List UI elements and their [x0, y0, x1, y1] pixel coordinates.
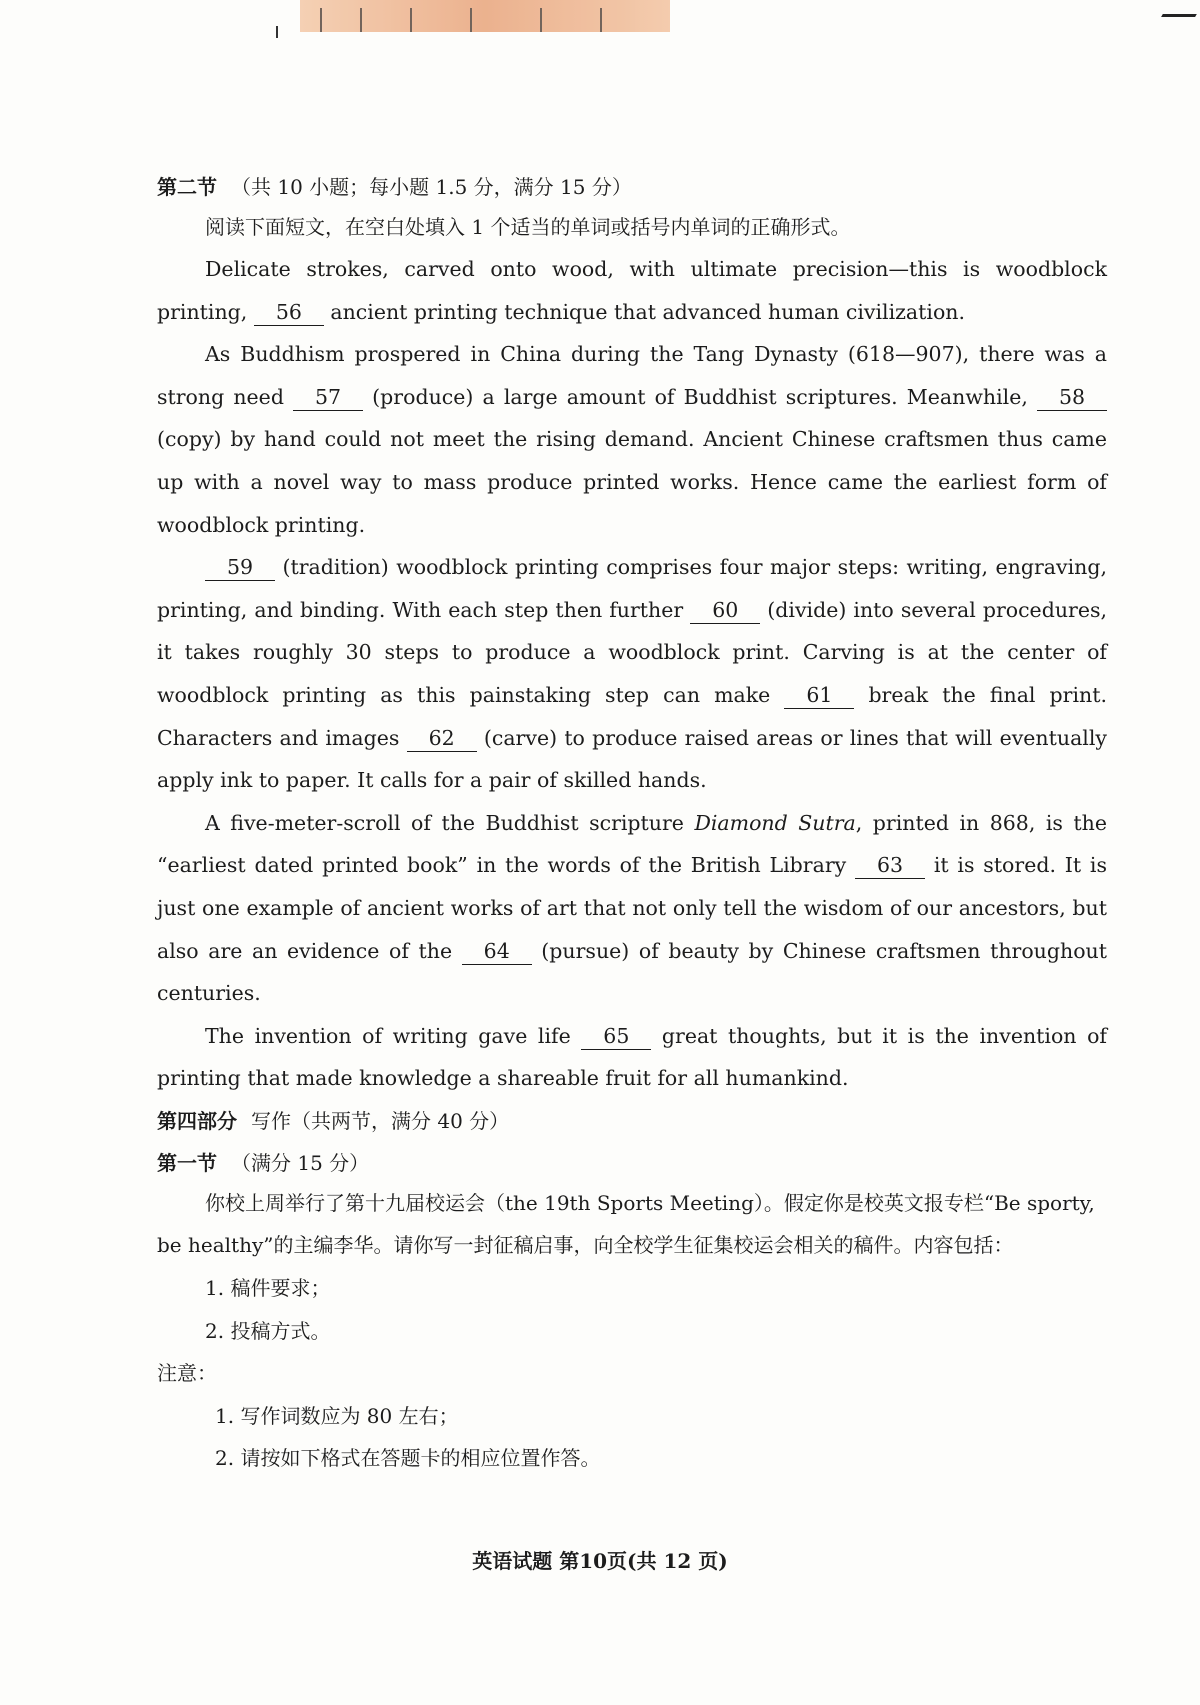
- part-4-note: 写作（共两节，满分 40 分）: [251, 1108, 510, 1133]
- blank-60: 60: [690, 597, 760, 624]
- scan-mark: [276, 26, 278, 38]
- section-2-title: 第二节: [157, 175, 217, 199]
- paragraph-2: As Buddhism prospered in China during the Tang Dynasty (618—907), there was a strong need 57 (produce) a large amount of Buddhist scriptures. Meanwhile, 58 (copy) by hand could not meet the rising demand. Ancient Chinese craftsmen thus came up with a novel way to mass produce printed works. Hence came the earliest form of woodblock printing.: [157, 342, 1107, 537]
- blank-65: 65: [581, 1023, 651, 1050]
- section-2-instruction: 阅读下面短文，在空白处填入 1 个适当的单词或括号内单词的正确形式。: [205, 215, 851, 239]
- content-item: 2. 投稿方式。: [205, 1318, 331, 1343]
- writing-task: [157, 1182, 1107, 1480]
- cloze-passage: [157, 248, 1107, 1100]
- paragraph-3: 59 (tradition) woodblock printing comprises four major steps: writing, engraving, printing, and binding. With each step then further 60 (divide) into several procedures, it takes roughly 30 steps to produce a woodblock print. Carving is at the center of woodblock printing as this painstaking step can make 61 break the final print. Characters and images 62 (carve) to produce raised areas or lines that will eventually apply ink to paper. It calls for a pair of skilled hands.: [157, 555, 1107, 793]
- corner-mark: [1161, 0, 1200, 17]
- section-1-heading: [157, 1144, 1107, 1182]
- blank-61: 61: [784, 682, 854, 709]
- blank-56: 56: [254, 299, 324, 326]
- blank-64: 64: [462, 938, 532, 965]
- blank-62: 62: [407, 725, 477, 752]
- paragraph-5: The invention of writing gave life 65 great thoughts, but it is the invention of printing that made knowledge a shareable fruit for all humankind.: [157, 1023, 1107, 1091]
- blank-59: 59: [205, 554, 275, 581]
- section-2-note: （共 10 小题；每小题 1.5 分，满分 15 分）: [231, 175, 632, 199]
- paragraph-1: Delicate strokes, carved onto wood, with ultimate precision—this is woodblock printing, 56 ancient printing technique that advanced human civilization.: [157, 257, 1107, 324]
- blank-63: 63: [855, 852, 925, 879]
- section-1-title: 第一节: [157, 1150, 217, 1175]
- section-2-heading: [157, 168, 1107, 206]
- part-4-heading: [157, 1102, 1107, 1140]
- notice-label: 注意：: [157, 1361, 217, 1386]
- notice-item: 1. 写作词数应为 80 左右；: [215, 1403, 459, 1428]
- section-1-note: （满分 15 分）: [231, 1150, 370, 1175]
- page-footer: 英语试题 第10页(共 12 页): [472, 1549, 728, 1573]
- page-content: [157, 168, 1107, 1480]
- part-4-title: 第四部分: [157, 1108, 237, 1133]
- scan-edge-strip: [300, 0, 670, 32]
- writing-prompt: 你校上周举行了第十九届校运会（the 19th Sports Meeting）。假定你是校英文报专栏“Be sporty, be healthy”的主编李华。请你写一封征稿启事，向全校学生征集校运会相关的稿件。内容包括：: [157, 1190, 1095, 1258]
- blank-58: 58: [1037, 384, 1107, 411]
- paragraph-4: A five-meter-scroll of the Buddhist scripture Diamond Sutra, printed in 868, is the “earliest dated printed book” in the words of the British Library 63 it is stored. It is just one example of ancient works of art that not only tell the wisdom of our ancestors, but also are an evidence of the 64 (pursue) of beauty by Chinese craftsmen throughout centuries.: [157, 810, 1108, 1006]
- notice-item: 2. 请按如下格式在答题卡的相应位置作答。: [215, 1446, 601, 1471]
- book-title: Diamond Sutra: [694, 810, 856, 835]
- content-item: 1. 稿件要求；: [205, 1276, 331, 1301]
- blank-57: 57: [293, 384, 363, 411]
